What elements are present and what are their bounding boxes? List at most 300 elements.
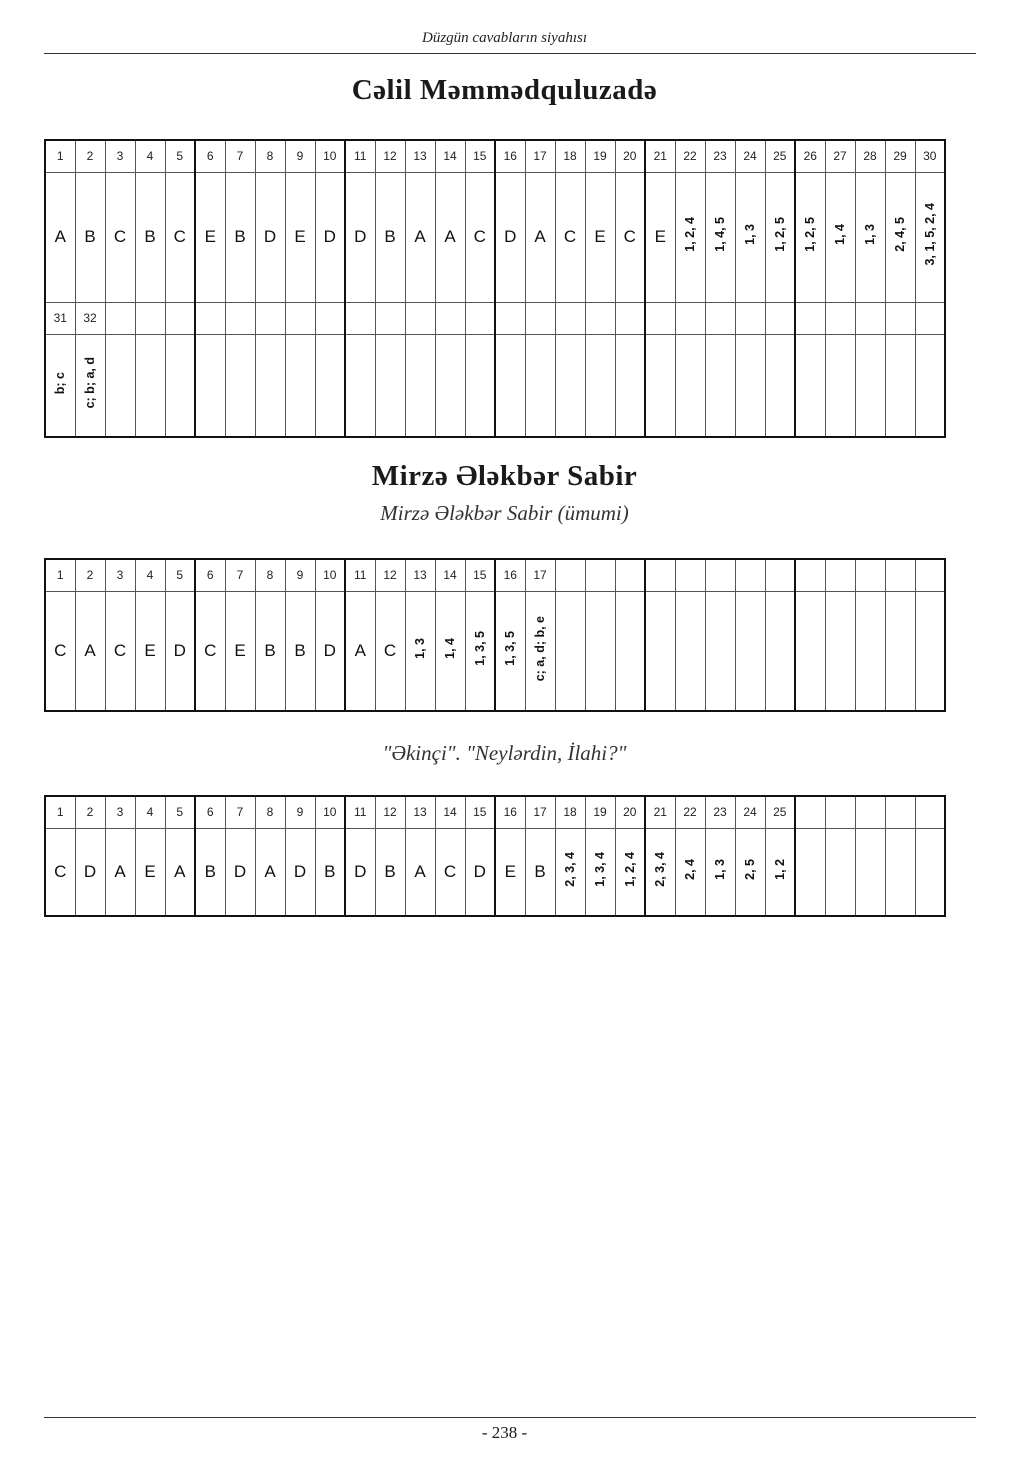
answer-text: 1, 2, 5: [772, 217, 787, 252]
question-number-cell: 18: [555, 140, 585, 172]
question-number-cell: [855, 796, 885, 828]
answer-text: D: [504, 227, 517, 246]
answer-text: C: [113, 227, 127, 246]
question-number-cell: [825, 796, 855, 828]
answer-text: B: [264, 640, 276, 660]
answer-cell: [165, 172, 195, 302]
question-number-cell: 6: [195, 559, 225, 591]
question-number-cell: 13: [405, 559, 435, 591]
answer-cell: [105, 172, 135, 302]
answer-cell: [225, 828, 255, 916]
answer-cell: [495, 172, 525, 302]
question-number-cell: 1: [45, 140, 75, 172]
question-number-cell: 31: [45, 302, 75, 334]
question-number-cell: 21: [645, 796, 675, 828]
answer-cell: [285, 591, 315, 711]
answer-cell: [555, 334, 585, 437]
answer-grid: [44, 139, 946, 438]
question-number-cell: [465, 302, 495, 334]
answer-cell: [915, 591, 945, 711]
question-number-cell: [135, 302, 165, 334]
answer-text: B: [144, 227, 156, 246]
answer-cell: [105, 828, 135, 916]
answer-text: B: [384, 861, 396, 881]
question-number-row: [45, 302, 945, 334]
question-number-cell: [915, 302, 945, 334]
question-number-cell: 4: [135, 796, 165, 828]
answer-text: C: [563, 227, 577, 246]
answer-cell: [45, 591, 75, 711]
question-number-cell: 23: [705, 796, 735, 828]
answer-text: D: [473, 861, 486, 881]
answer-cell: [795, 591, 825, 711]
question-number-cell: [585, 559, 615, 591]
answer-text: A: [174, 861, 186, 881]
question-number-cell: [645, 302, 675, 334]
question-number-cell: 14: [435, 796, 465, 828]
answer-cell: [165, 828, 195, 916]
question-number-cell: 28: [855, 140, 885, 172]
question-number-cell: [525, 302, 555, 334]
answer-cell: [75, 828, 105, 916]
answer-cell: [465, 591, 495, 711]
question-number-cell: 22: [675, 796, 705, 828]
question-number-cell: 19: [585, 140, 615, 172]
answer-cell: [615, 591, 645, 711]
answer-text: C: [204, 640, 217, 660]
question-number-cell: 7: [225, 140, 255, 172]
answer-cell: [555, 172, 585, 302]
answer-cell: [645, 591, 675, 711]
answer-cell: [855, 591, 885, 711]
answer-text: A: [534, 227, 546, 246]
answer-cell: [435, 591, 465, 711]
question-number-cell: [765, 302, 795, 334]
question-number-cell: [735, 302, 765, 334]
answer-text: 1, 3, 5: [503, 630, 517, 666]
answer-cell: [735, 828, 765, 916]
answer-text: 2, 3, 4: [653, 851, 667, 887]
answer-cell: [885, 591, 915, 711]
question-number-cell: [555, 302, 585, 334]
answer-cell: [525, 172, 555, 302]
question-number-cell: 22: [675, 140, 705, 172]
answer-text: D: [173, 640, 186, 660]
answer-cell: [675, 828, 705, 916]
answer-text: E: [504, 861, 516, 881]
answer-cell: [885, 172, 915, 302]
question-number-row: [45, 796, 945, 828]
answer-text: B: [234, 227, 246, 246]
question-number-row: [45, 559, 945, 591]
answer-cell: [105, 591, 135, 711]
answer-text: 1, 2, 4: [682, 217, 697, 252]
question-number-row: [45, 140, 945, 172]
answer-cell: [195, 172, 225, 302]
question-number-cell: 25: [765, 140, 795, 172]
answer-text: 1, 4: [832, 224, 847, 245]
answer-text: B: [534, 861, 546, 881]
answer-cell: [705, 334, 735, 437]
answer-text: B: [84, 227, 96, 246]
answer-cell: [585, 591, 615, 711]
answer-cell: [405, 591, 435, 711]
question-number-cell: 5: [165, 796, 195, 828]
answer-text: D: [354, 227, 367, 246]
answer-cell: [765, 172, 795, 302]
answer-cell: [705, 172, 735, 302]
question-number-cell: 3: [105, 796, 135, 828]
question-number-cell: [885, 302, 915, 334]
question-number-cell: [345, 302, 375, 334]
answer-cell: [195, 828, 225, 916]
answer-cell: [225, 172, 255, 302]
answer-cell: [435, 334, 465, 437]
answer-text: A: [414, 861, 426, 881]
question-number-cell: [195, 302, 225, 334]
question-number-cell: [795, 796, 825, 828]
answer-text: C: [383, 640, 397, 660]
answer-cell: [165, 334, 195, 437]
answer-text: D: [263, 227, 277, 246]
answer-row: [45, 334, 945, 437]
question-number-cell: 16: [495, 140, 525, 172]
answer-cell: [135, 172, 165, 302]
question-number-cell: [375, 302, 405, 334]
question-number-cell: 1: [45, 796, 75, 828]
question-number-cell: 16: [495, 796, 525, 828]
question-number-cell: 12: [375, 559, 405, 591]
answer-text: C: [54, 861, 67, 881]
answer-text: B: [324, 861, 336, 881]
question-number-cell: 26: [795, 140, 825, 172]
question-number-cell: [915, 559, 945, 591]
answer-cell: [855, 334, 885, 437]
answer-cell: [315, 591, 345, 711]
answer-cell: [795, 334, 825, 437]
answer-cell: [465, 172, 495, 302]
answer-cell: [585, 828, 615, 916]
answer-text: 2, 3, 4: [562, 851, 577, 887]
answer-cell: [855, 172, 885, 302]
question-number-cell: [885, 796, 915, 828]
question-number-cell: [675, 302, 705, 334]
question-number-cell: 11: [345, 559, 375, 591]
answer-cell: [285, 828, 315, 916]
answer-cell: [915, 334, 945, 437]
answer-cell: [705, 828, 735, 916]
answer-cell: [315, 172, 345, 302]
answer-cell: [225, 591, 255, 711]
question-number-cell: [615, 559, 645, 591]
answer-text: C: [54, 640, 67, 660]
answer-text: 1, 3: [742, 224, 757, 245]
answer-cell: [825, 828, 855, 916]
question-number-cell: 6: [195, 796, 225, 828]
question-number-cell: [795, 302, 825, 334]
question-number-cell: [615, 302, 645, 334]
answer-text: B: [384, 227, 396, 246]
answer-text: D: [83, 861, 97, 881]
question-number-cell: [735, 559, 765, 591]
question-number-cell: 17: [525, 796, 555, 828]
answer-cell: [825, 172, 855, 302]
answer-cell: [645, 334, 675, 437]
answer-cell: [375, 334, 405, 437]
question-number-cell: 4: [135, 559, 165, 591]
answer-cell: [75, 172, 105, 302]
page-number: - 238 -: [481, 1423, 528, 1442]
answer-cell: [255, 172, 285, 302]
answer-grid: [44, 795, 946, 917]
answer-text: 1, 2, 5: [803, 217, 817, 252]
answer-cell: [495, 334, 525, 437]
answer-cell: [615, 172, 645, 302]
answer-text: A: [54, 227, 66, 246]
question-number-cell: 5: [165, 559, 195, 591]
question-number-cell: 19: [585, 796, 615, 828]
answer-text: E: [204, 227, 216, 246]
answer-text: 1, 3: [862, 224, 877, 245]
answer-cell: [435, 172, 465, 302]
answer-cell: [225, 334, 255, 437]
answer-text: A: [414, 227, 426, 246]
question-number-cell: 12: [375, 140, 405, 172]
answer-cell: [405, 828, 435, 916]
question-number-cell: 9: [285, 559, 315, 591]
answer-text: C: [623, 227, 636, 246]
question-number-cell: 13: [405, 796, 435, 828]
answer-cell: [435, 828, 465, 916]
answer-cell: [675, 172, 705, 302]
answer-cell: [705, 591, 735, 711]
answer-cell: [375, 172, 405, 302]
question-number-cell: 30: [915, 140, 945, 172]
question-number-cell: 17: [525, 140, 555, 172]
question-number-cell: 14: [435, 140, 465, 172]
question-number-cell: 8: [255, 796, 285, 828]
question-number-cell: 18: [555, 796, 585, 828]
question-number-cell: [285, 302, 315, 334]
answer-cell: [675, 334, 705, 437]
answer-text: A: [114, 861, 126, 881]
answer-cell: [315, 334, 345, 437]
header-rule: [44, 53, 976, 54]
question-number-cell: 15: [465, 140, 495, 172]
question-number-cell: 10: [315, 559, 345, 591]
answer-text: c; a, d; b, e: [532, 615, 547, 681]
answer-text: A: [84, 640, 96, 660]
answer-cell: [795, 828, 825, 916]
question-number-cell: [555, 559, 585, 591]
answer-cell: [645, 172, 675, 302]
answer-cell: [885, 828, 915, 916]
question-number-cell: 17: [525, 559, 555, 591]
question-number-cell: 27: [825, 140, 855, 172]
answer-cell: [915, 828, 945, 916]
answer-cell: [345, 172, 375, 302]
question-number-cell: 2: [75, 796, 105, 828]
answer-text: E: [654, 227, 666, 246]
question-number-cell: [435, 302, 465, 334]
answer-cell: [375, 828, 405, 916]
footer-rule: [44, 1417, 976, 1418]
answer-cell: [45, 334, 75, 437]
question-number-cell: [255, 302, 285, 334]
question-number-cell: 24: [735, 796, 765, 828]
question-number-cell: 7: [225, 796, 255, 828]
answer-text: 3, 1, 5, 2, 4: [922, 203, 937, 266]
answer-cell: [45, 172, 75, 302]
question-number-cell: 2: [75, 140, 105, 172]
answer-text: E: [234, 640, 246, 660]
answer-text: D: [293, 861, 307, 881]
answer-grid: [44, 558, 946, 712]
question-number-cell: 5: [165, 140, 195, 172]
answer-cell: [615, 828, 645, 916]
answer-cell: [315, 828, 345, 916]
answer-cell: [135, 828, 165, 916]
question-number-cell: 12: [375, 796, 405, 828]
question-number-cell: [825, 559, 855, 591]
question-number-cell: 32: [75, 302, 105, 334]
answer-cell: [465, 334, 495, 437]
question-number-cell: 11: [345, 140, 375, 172]
answer-text: 1, 3: [712, 858, 727, 880]
question-number-cell: 2: [75, 559, 105, 591]
answer-cell: [45, 828, 75, 916]
question-number-cell: 4: [135, 140, 165, 172]
section-title: Cəlil Məmmədquluzadə: [351, 74, 658, 106]
question-number-cell: 25: [765, 796, 795, 828]
question-number-cell: [855, 302, 885, 334]
answer-cell: [735, 334, 765, 437]
answer-cell: [165, 591, 195, 711]
answer-cell: [795, 172, 825, 302]
answer-cell: [255, 591, 285, 711]
question-number-cell: 8: [255, 559, 285, 591]
answer-text: C: [113, 640, 127, 660]
answer-row: [45, 172, 945, 302]
answer-cell: [135, 591, 165, 711]
answer-cell: [285, 172, 315, 302]
question-number-cell: [645, 559, 675, 591]
answer-cell: [555, 591, 585, 711]
answer-cell: [585, 334, 615, 437]
answer-text: B: [294, 640, 306, 660]
answer-cell: [915, 172, 945, 302]
question-number-cell: 1: [45, 559, 75, 591]
question-number-cell: 10: [315, 796, 345, 828]
answer-text: C: [443, 861, 457, 881]
answer-text: E: [294, 227, 306, 246]
answer-text: 1, 4: [442, 637, 457, 659]
answer-cell: [765, 591, 795, 711]
answer-row: [45, 828, 945, 916]
question-number-cell: [795, 559, 825, 591]
question-number-cell: 13: [405, 140, 435, 172]
question-number-cell: 21: [645, 140, 675, 172]
question-number-cell: [315, 302, 345, 334]
answer-text: A: [354, 640, 366, 660]
answer-text: B: [204, 861, 216, 881]
answer-cell: [135, 334, 165, 437]
answer-cell: [855, 828, 885, 916]
section-subtitle: "Əkinçi". "Neylərdin, İlahi?": [382, 741, 627, 765]
question-number-cell: 15: [465, 559, 495, 591]
answer-cell: [525, 591, 555, 711]
question-number-cell: 14: [435, 559, 465, 591]
question-number-cell: [675, 559, 705, 591]
answer-cell: [765, 334, 795, 437]
answer-text: D: [323, 640, 336, 660]
answer-text: 2, 4, 5: [892, 217, 907, 252]
answer-cell: [345, 334, 375, 437]
answer-text: C: [473, 227, 486, 246]
question-number-cell: [105, 302, 135, 334]
question-number-cell: 6: [195, 140, 225, 172]
answer-cell: [105, 334, 135, 437]
answer-cell: [195, 591, 225, 711]
answer-text: 1, 3: [412, 637, 427, 659]
answer-text: 2, 4: [682, 858, 697, 880]
question-number-cell: 16: [495, 559, 525, 591]
answer-text: D: [233, 861, 247, 881]
answer-text: c; b; a, d: [82, 357, 97, 409]
answer-cell: [255, 828, 285, 916]
answer-cell: [75, 591, 105, 711]
section-subtitle: Mirzə Ələkbər Sabir (ümumi): [380, 501, 629, 525]
question-number-cell: 29: [885, 140, 915, 172]
answer-cell: [285, 334, 315, 437]
answer-text: 1, 2, 4: [622, 851, 637, 887]
answer-cell: [555, 828, 585, 916]
question-number-cell: [765, 559, 795, 591]
answer-text: 1, 3, 5: [472, 630, 487, 666]
answer-cell: [585, 172, 615, 302]
question-number-cell: 9: [285, 796, 315, 828]
question-number-cell: [825, 302, 855, 334]
question-number-cell: 24: [735, 140, 765, 172]
question-number-cell: 7: [225, 559, 255, 591]
answer-cell: [255, 334, 285, 437]
answer-cell: [615, 334, 645, 437]
question-number-cell: [855, 559, 885, 591]
answer-text: E: [594, 227, 606, 246]
answer-cell: [525, 334, 555, 437]
running-title: Düzgün cavabların siyahısı: [422, 30, 587, 46]
question-number-cell: 20: [615, 140, 645, 172]
answer-text: D: [354, 861, 367, 881]
question-number-cell: [585, 302, 615, 334]
question-number-cell: 3: [105, 559, 135, 591]
question-number-cell: [705, 559, 735, 591]
answer-text: 2, 5: [742, 858, 757, 880]
question-number-cell: 11: [345, 796, 375, 828]
answer-cell: [495, 591, 525, 711]
answer-text: E: [144, 640, 156, 660]
answer-text: E: [144, 861, 156, 881]
answer-cell: [375, 591, 405, 711]
answer-cell: [675, 591, 705, 711]
question-number-cell: 23: [705, 140, 735, 172]
answer-cell: [735, 172, 765, 302]
answer-cell: [825, 591, 855, 711]
question-number-cell: [885, 559, 915, 591]
answer-text: 1, 4, 5: [712, 217, 727, 252]
answer-cell: [345, 828, 375, 916]
answer-text: 1, 2: [772, 858, 787, 880]
